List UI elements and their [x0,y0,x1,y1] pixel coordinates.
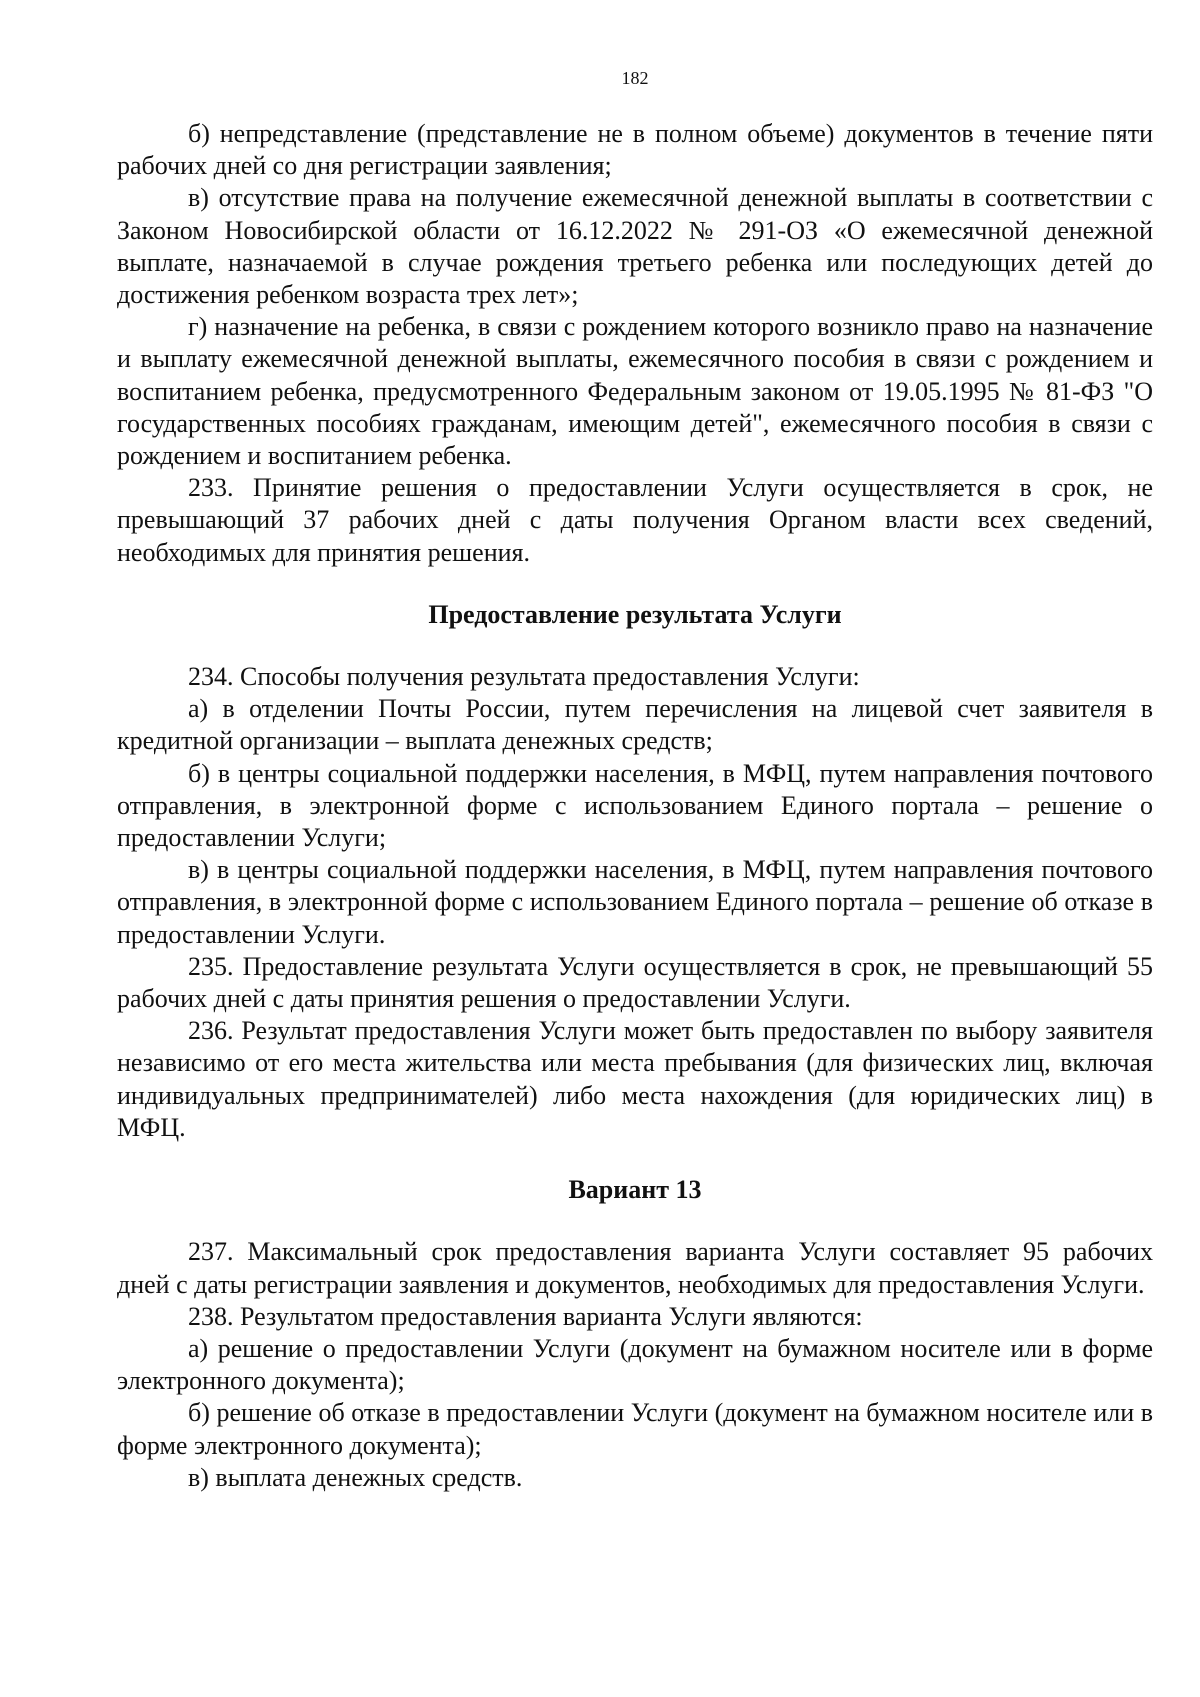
paragraph-237: 237. Максимальный срок предоставления варианта Услуги составляет 95 рабочих дней с даты регистрации заявления и документов, необходимых для предоставления Услуги. [117,1237,1153,1299]
paragraph-238-b: б) решение об отказе в предоставлении Услуги (документ на бумажном носителе или в форме электронного документа); [117,1398,1153,1460]
paragraph-233: 233. Принятие решения о предоставлении Услуги осуществляется в срок, не превышающий 37 рабочих дней с даты получения Органом власти всех сведений, необходимых для принятия решения. [117,473,1153,567]
paragraph-234-v: в) в центры социальной поддержки населения, в МФЦ, путем направления почтового отправления, в электронной форме с использованием Единого портала – решение об отказе в предоставлении Услуги. [117,855,1153,949]
paragraph-238: 238. Результатом предоставления варианта Услуги являются: [188,1301,863,1331]
paragraph-234-b: б) в центры социальной поддержки населения, в МФЦ, путем направления почтового отправления, в электронной форме с использованием Единого портала – решение о предоставлении Услуги; [117,758,1153,853]
paragraph-238-a: а) решение о предоставлении Услуги (документ на бумажном носителе или в форме электронного документа); [117,1333,1153,1396]
section-heading-result: Предоставление результата Услуги [428,599,842,629]
paragraph-b-nonsubmission: б) непредставление (представление не в полном объеме) документов в течение пяти рабочих дней со дня регистрации заявления; [117,119,1153,181]
document-body [117,118,1153,1494]
paragraph-g-assignment: г) назначение на ребенка, в связи с рождением которого возникло право на назначение и выплату ежемесячной денежной выплаты, ежемесячного пособия в связи с рождением и воспитанием ребенка, предусмотренного Федеральным законом от 19.05.1995 № 81-ФЗ "О государственных пособиях гражданам, имеющим детей", ежемесячного пособия в связи с рождением и воспитанием ребенка. [117,312,1153,471]
paragraph-234-a: а) в отделении Почты России, путем перечисления на лицевой счет заявителя в кредитной организации – выплата денежных средств; [117,694,1153,756]
page-number: 182 [621,68,649,88]
paragraph-236: 236. Результат предоставления Услуги может быть предоставлен по выбору заявителя независимо от его места жительства или места пребывания (для физических лиц, включая индивидуальных предпринимателей) либо места нахождения (для юридических лиц) в МФЦ. [117,1016,1153,1142]
paragraph-235: 235. Предоставление результата Услуги осуществляется в срок, не превышающий 55 рабочих дней с даты принятия решения о предоставлении Услуги. [117,951,1153,1014]
section-heading-variant: Вариант 13 [568,1175,702,1205]
paragraph-234: 234. Способы получения результата предоставления Услуги: [188,662,860,692]
paragraph-238-v: в) выплата денежных средств. [188,1462,523,1492]
paragraph-v-no-right: в) отсутствие права на получение ежемесячной денежной выплаты в соответствии с Законом Новосибирской области от 16.12.2022 № 291-ОЗ «О ежемесячной денежной выплате, назначаемой в случае рождения третьего ребенка или последующих детей до достижения ребенком возраста трех лет»; [117,183,1153,310]
